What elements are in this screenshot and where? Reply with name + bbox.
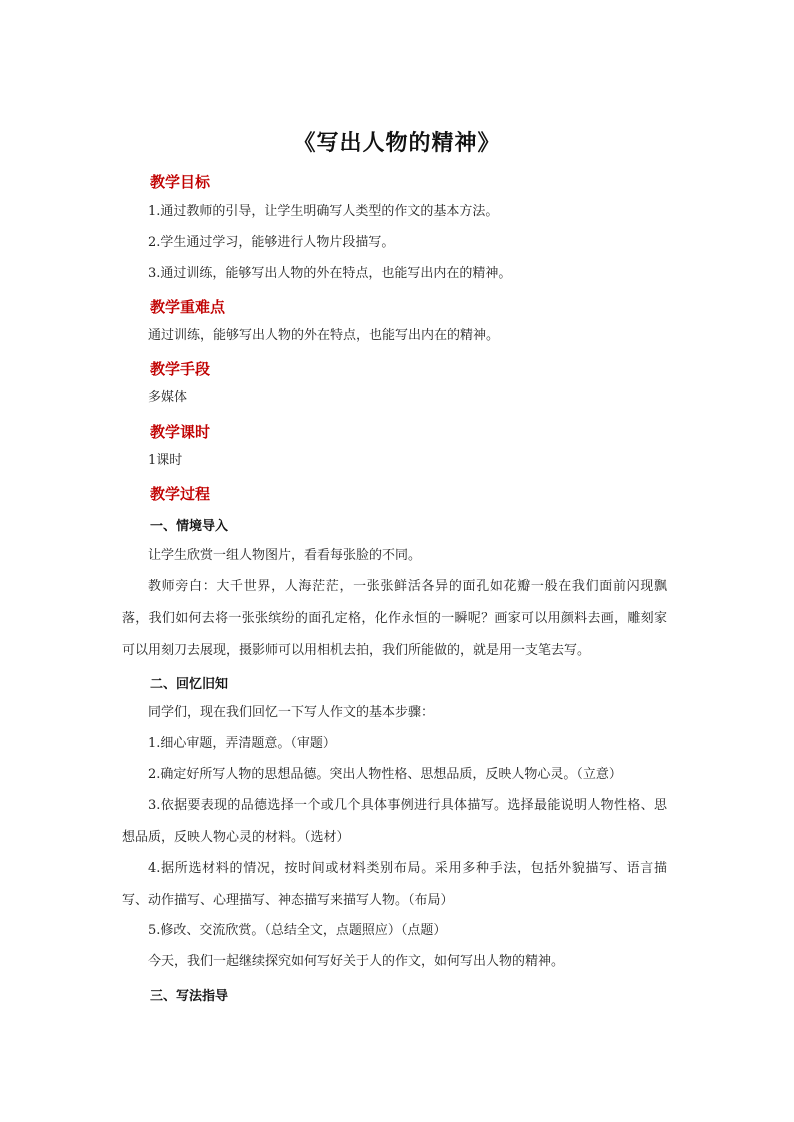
step-item: 4.据所选材料的情况，按时间或材料类别布局。采用多种手法，包括外貌描写、语言描写、动作描写、心理描写、神态描写来描写人物。（布局）: [122, 861, 667, 908]
hours-heading: 教学课时: [150, 423, 211, 441]
means-heading: 教学手段: [150, 360, 211, 378]
section-heading-method: 三、写法指导: [150, 989, 229, 1004]
means-text: 多媒体: [148, 390, 188, 405]
paragraph: 同学们，现在我们回忆一下写人作文的基本步骤：: [148, 705, 435, 720]
objectives-heading: 教学目标: [150, 173, 211, 191]
step-item: 3.依据要表现的品德选择一个或几个具体事例进行具体描写。选择最能说明人物性格、思想品质，反映人物心灵的材料。（选材）: [122, 798, 667, 845]
step-item: 5.修改、交流欣赏。（总结全文，点题照应）（点题）: [148, 923, 447, 938]
paragraph: 教师旁白：大千世界，人海茫茫，一张张鲜活各异的面孔如花瓣一般在我们面前闪现飘落，我们如何去将一张张缤纷的面孔定格，化作永恒的一瞬呢？画家可以用颜料去画，雕刻家可以用刻刀去展现，摄影师可以用相机去拍，我们所能做的，就是用一支笔去写。: [122, 579, 667, 658]
step-item: 2.确定好所写人物的思想品德。突出人物性格、思想品质，反映人物心灵。（立意）: [148, 767, 622, 782]
objective-item: 2.学生通过学习，能够进行人物片段描写。: [148, 235, 395, 250]
document-title: 《写出人物的精神》: [293, 131, 501, 156]
key-points-text: 通过训练，能够写出人物的外在特点，也能写出内在的精神。: [148, 328, 500, 343]
hours-text: 1课时: [148, 453, 183, 468]
objective-item: 3.通过训练，能够写出人物的外在特点，也能写出内在的精神。: [148, 266, 512, 281]
key-points-heading: 教学重难点: [150, 298, 226, 316]
objective-item: 1.通过教师的引导，让学生明确写人类型的作文的基本方法。: [148, 204, 499, 219]
section-heading-review: 二、回忆旧知: [150, 677, 229, 692]
section-heading-intro: 一、情境导入: [150, 519, 229, 534]
paragraph: 让学生欣赏一组人物图片，看看每张脸的不同。: [148, 548, 422, 563]
process-heading: 教学过程: [150, 485, 211, 503]
step-item: 1.细心审题，弄清题意。（审题）: [148, 736, 336, 751]
paragraph: 今天，我们一起继续探究如何写好关于人的作文，如何写出人物的精神。: [148, 954, 565, 969]
